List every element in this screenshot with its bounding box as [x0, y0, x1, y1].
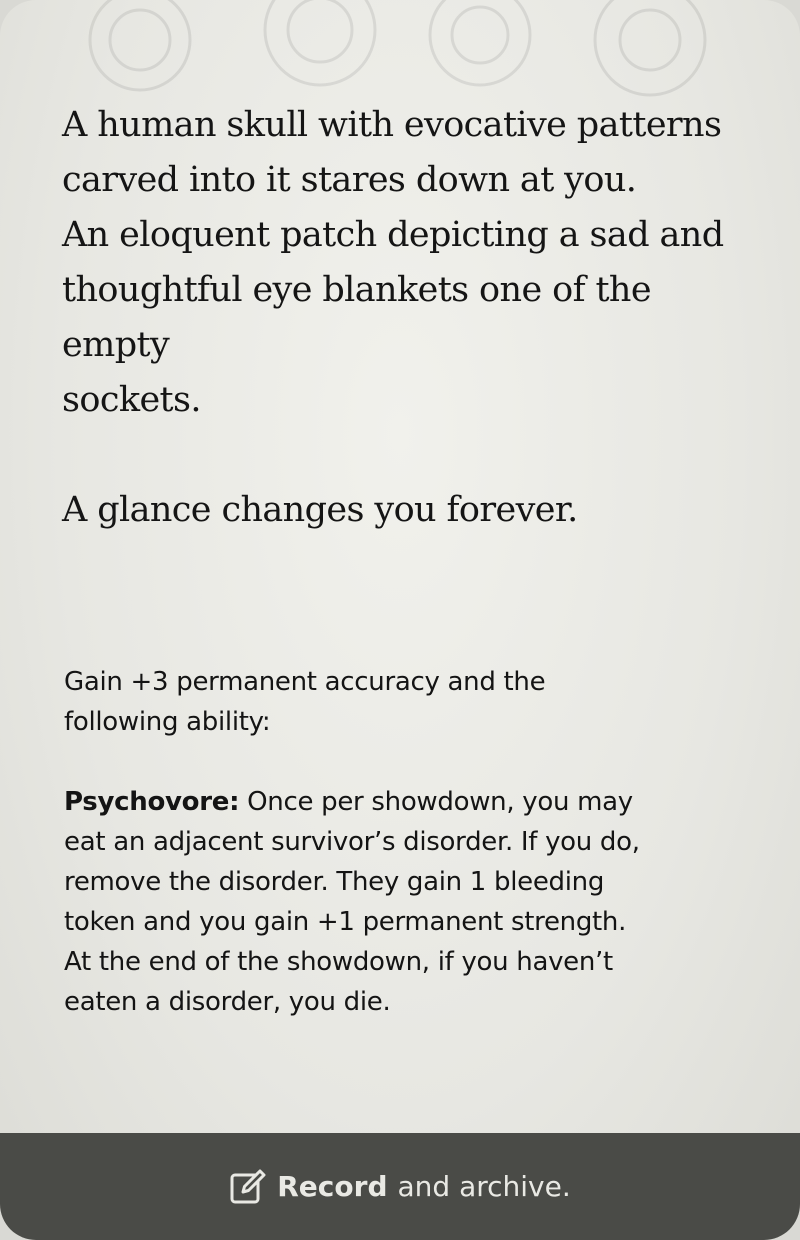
rules-line: eat an adjacent survivor’s disorder. If you do, [64, 827, 640, 857]
rules-line: Gain +3 permanent accuracy and the [64, 667, 546, 697]
archive-label: and archive. [397, 1170, 571, 1203]
edit-icon [229, 1168, 267, 1206]
record-action [229, 1168, 571, 1206]
flavor-line: carved into it stares down at you. [62, 160, 637, 200]
rules-line: token and you gain +1 permanent strength. [64, 907, 627, 937]
flavor-line: thoughtful eye blankets one of the empty [62, 270, 651, 365]
rules-line: At the end of the showdown, if you haven’t [64, 947, 613, 977]
ability-text: Once per showdown, you may [239, 787, 633, 817]
flavor-text [62, 98, 742, 538]
rules-line: following ability: [64, 707, 271, 737]
flavor-line: A human skull with evocative patterns [62, 105, 722, 145]
rules-line: remove the disorder. They gain 1 bleeding [64, 867, 605, 897]
flavor-line: A glance changes you forever. [62, 490, 578, 530]
rules-line: eaten a disorder, you die. [64, 987, 391, 1017]
footer-bar [0, 1133, 800, 1240]
flavor-line: sockets. [62, 380, 201, 420]
ability-first-line [64, 782, 724, 822]
rules-gap [64, 742, 724, 782]
flavor-line: An eloquent patch depicting a sad and [62, 215, 724, 255]
rules-text [64, 662, 724, 1022]
ability-name: Psychovore: [64, 787, 240, 817]
record-label: Record [277, 1170, 388, 1203]
flavor-gap [62, 428, 742, 483]
